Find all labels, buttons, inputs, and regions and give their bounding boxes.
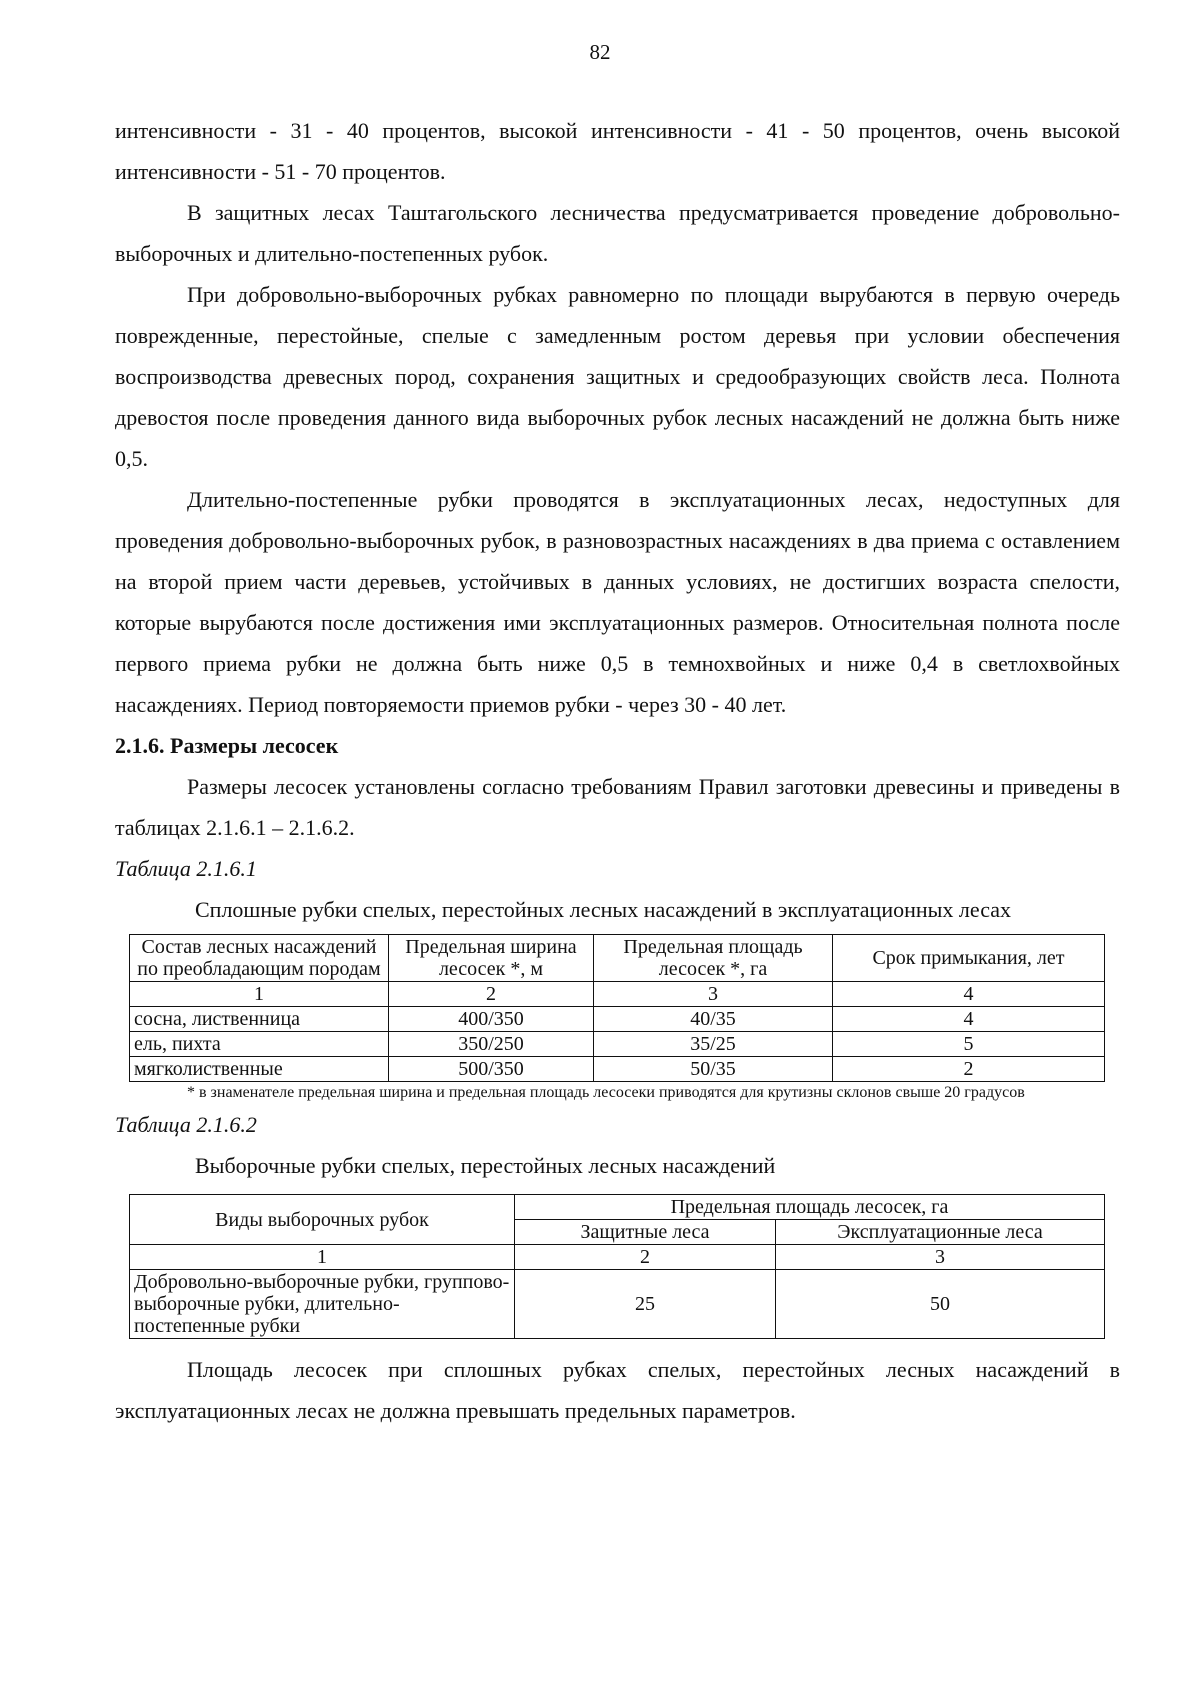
table-cell: мягколиственные [130,1057,389,1082]
table-cell: 4 [833,1007,1105,1032]
number-cell: 2 [389,982,594,1007]
table-cell: 500/350 [389,1057,594,1082]
table-cell: Добровольно-выборочные рубки, группово-выборочные рубки, длительно-постепенные рубки [130,1270,515,1339]
page-number: 82 [589,40,611,64]
table-cell: 2 [833,1057,1105,1082]
number-cell: 1 [130,982,389,1007]
table1-footnote: * в знаменателе предельная ширина и предельная площадь лесосеки приводятся для крутизны склонов свыше 20 градусов [187,1084,1025,1101]
section-heading: 2.1.6. Размеры лесосек [115,733,339,758]
header-cell: Защитные леса [515,1220,776,1245]
table-cell: 35/25 [594,1032,833,1057]
table-cell: 50/35 [594,1057,833,1082]
table-number-row [130,1245,1105,1270]
table-header-row [130,1195,1105,1220]
paragraph-3: При добровольно-выборочных рубках равномерно по площади вырубаются в первую очередь поврежденные, перестойные, спелые с замедленным ростом деревья при условии обеспечения воспроизводства древесных пород, сохранения защитных и средообразующих свойств леса. Полнота древостоя после проведения данного вида выборочных рубок лесных насаждений не должна быть ниже 0,5. [115,282,1120,471]
paragraph-1: интенсивности - 31 - 40 процентов, высокой интенсивности - 41 - 50 процентов, очень высокой интенсивности - 51 - 70 процентов. [115,118,1120,184]
header-cell: Предельная площадь лесосек, га [515,1195,1105,1220]
table-cell: сосна, лиственница [130,1007,389,1032]
header-cell: Срок примыкания, лет [833,935,1105,982]
header-cell: Эксплуатационные леса [776,1220,1105,1245]
paragraph-2: В защитных лесах Таштагольского лесничества предусматривается проведение добровольно-выборочных и длительно-постепенных рубок. [115,200,1120,266]
header-cell: Виды выборочных рубок [130,1195,515,1245]
page-content [115,110,1120,1431]
paragraph-4: Длительно-постепенные рубки проводятся в эксплуатационных лесах, недоступных для проведения добровольно-выборочных рубок, в разновозрастных насаждениях в два приема с оставлением на второй прием части деревьев, устойчивых в данных условиях, не достигших возраста спелости, которые вырубаются после достижения ими эксплуатационных размеров. Относительная полнота после первого приема рубки не должна быть ниже 0,5 в темнохвойных и ниже 0,4 в светлохвойных насаждениях. Период повторяемости приемов рубки - через 30 - 40 лет. [115,487,1120,717]
table2-caption: Выборочные рубки спелых, перестойных лесных насаждений [195,1153,776,1178]
table-cell: 25 [515,1270,776,1339]
table-cell: 350/250 [389,1032,594,1057]
header-cell: Предельная ширина лесосек *, м [389,935,594,982]
table-header-row [130,935,1105,982]
table-row [130,1270,1105,1339]
table2-ref: Таблица 2.1.6.2 [115,1112,257,1137]
table1-caption: Сплошные рубки спелых, перестойных лесных насаждений в эксплуатационных лесах [195,897,1012,922]
table-clear-cut [129,934,1105,1082]
header-cell: Состав лесных насаждений по преобладающим породам [130,935,389,982]
number-cell: 1 [130,1245,515,1270]
section-intro: Размеры лесосек установлены согласно требованиям Правил заготовки древесины и приведены в таблицах 2.1.6.1 – 2.1.6.2. [115,774,1120,840]
number-cell: 3 [776,1245,1105,1270]
table-row [130,1007,1105,1032]
table-row [130,1032,1105,1057]
number-cell: 4 [833,982,1105,1007]
table-number-row [130,982,1105,1007]
table-cell: 40/35 [594,1007,833,1032]
table-cell: 5 [833,1032,1105,1057]
number-cell: 3 [594,982,833,1007]
table-cell: ель, пихта [130,1032,389,1057]
number-cell: 2 [515,1245,776,1270]
table1-ref: Таблица 2.1.6.1 [115,856,257,881]
table-cell: 400/350 [389,1007,594,1032]
header-cell: Предельная площадь лесосек *, га [594,935,833,982]
table-cell: 50 [776,1270,1105,1339]
table-selective-cut [129,1194,1105,1339]
closing-paragraph: Площадь лесосек при сплошных рубках спелых, перестойных лесных насаждений в эксплуатационных лесах не должна превышать предельных параметров. [115,1357,1120,1423]
table-row [130,1057,1105,1082]
